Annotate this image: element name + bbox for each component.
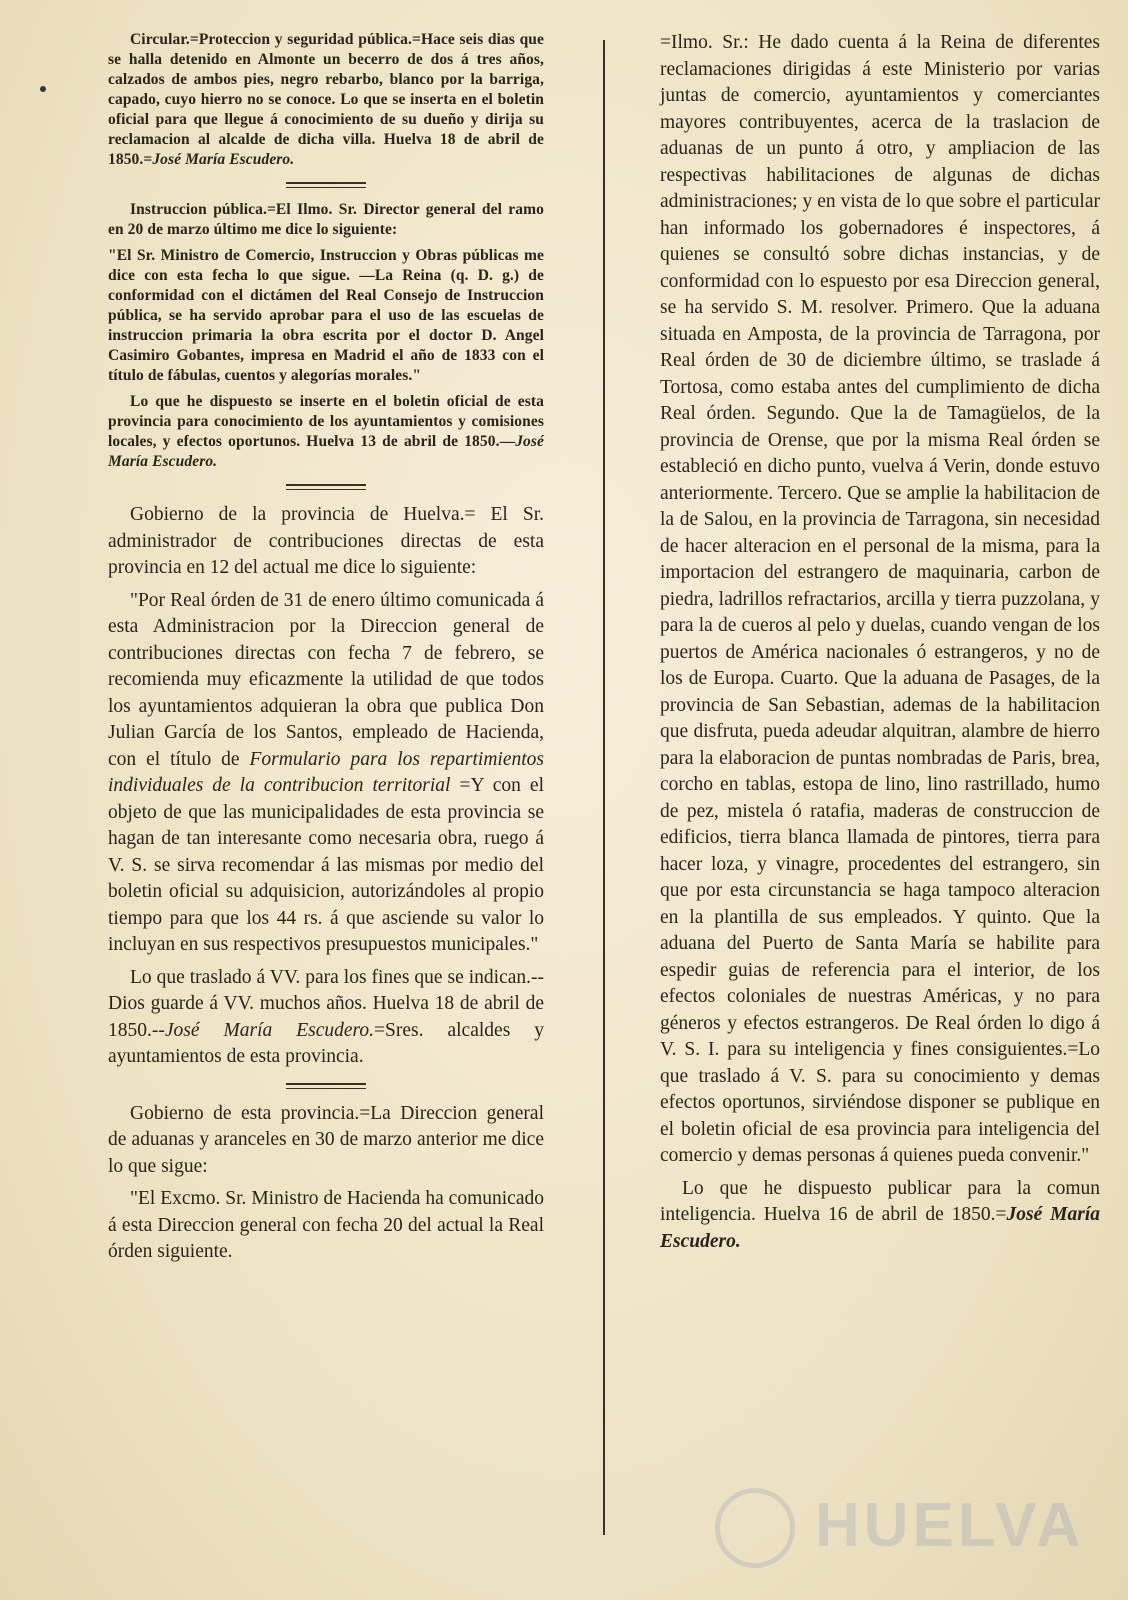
gobierno-1-quote <box>108 588 544 959</box>
ink-spot <box>40 86 46 92</box>
gobierno-1-close <box>108 965 544 1071</box>
signature: José María Escudero. <box>660 1204 1100 1252</box>
close-text: Lo que traslado á VV. para los fines que se indican.--Dios guarde á VV. muchos años. Huelva 18 de abril de 1850.-- <box>108 966 544 1041</box>
signature: José María Escudero. <box>108 433 544 470</box>
quote-text: "Por Real órden de 31 de enero último comunicada á esta Administracion por la Direccion general de contribuciones directas con fecha 7 de febrero, se recomienda muy eficazmente la utilidad de que todos los ayuntamientos adquieran la obra que publica Don Julian García de los Santos, empleado de Hacienda, con el título de <box>108 589 544 770</box>
instruccion-quote: "El Sr. Ministro de Comercio, Instruccion y Obras públicas me dice con esta fecha lo que sigue. —La Reina (q. D. g.) de conformidad con el dictámen del Real Consejo de Instruccion pública, se ha servido aprobar para el uso de las escuelas de instruccion primaria la obra escrita por el doctor D. Angel Casimiro Gobantes, impresa en Madrid el año de 1833 con el título de fábulas, cuentos y alegorías morales." <box>108 247 544 384</box>
signature: José María Escudero. <box>152 151 295 168</box>
real-orden-text: =Ilmo. Sr.: He dado cuenta á la Reina de diferentes reclamaciones dirigidas á este Ministerio por varias juntas de comercio, ayuntamientos y comerciantes mayores contribuyentes, acerca de la traslacion de aduanas de un punto á otro, y ampliacion de las respectivas habilitaciones de algunas de dichas administraciones; y en vista de lo que sobre el particular han informado los gobernadores é inspectores, á quienes se consultó sobre dichas instancias, y de conformidad con lo espuesto por esa Direccion general, se ha servido S. M. resolver. Primero. Que la aduana situada en Amposta, de la provincia de Tarragona, por Real órden de 30 de diciembre último, se traslade á Tortosa, como estaba antes del cumplimiento de dicha Real órden. Segundo. Que la de Tamagüelos, de la provincia de Orense, que por la misma Real órden se estableció en dicho punto, vuelva á Verin, donde estuvo anteriormente. Tercero. Que se amplie la habilitacion de la de Salou, en la provincia de Tarragona, sin necesidad de hacer alteracion en el personal de la misma, para la importacion del estrangero de maquinaria, carbon de piedra, ladrillos refractarios, arcilla y tierra puzzolana, y para la de cueros al pelo y duelas, cuando vengan de los puertos de América nacionales ó estrangeros, y no de los de Europa. Cuarto. Que la aduana de Pasages, de la provincia de San Sebastian, ademas de la habilitacion que disfruta, pueda adeudar alquitran, alambre de hierro para la elaboracion de puntas nombradas de Paris, brea, corcho en tablas, estopa de lino, lino rastrillado, humo de pez, mistela ó ratafia, maderas de construccion de edificios, tierra blanca llamada de pintores, tierra para hacer loza, y vinagre, procedentes del estrangero, sin que por esta circunstancia se haga tampoco alteracion en la plantilla de sus empleados. Y quinto. Que la aduana del Puerto de Santa María se habilite para espedir guias de referencia para el interior, de los efectos coloniales de nuestras Américas, y no para géneros y efectos estrangeros. De Real órden lo digo á V. S. I. para su inteligencia y fines consiguientes.=Lo que traslado á V. S. para su conocimiento y demas efectos oportunos, sirviéndose disponer se publique en el boletin oficial de esa provincia para inteligencia del comercio y demas personas á quienes pueda convenir." <box>660 32 1100 1166</box>
watermark-text: HUELVA <box>815 1491 1085 1560</box>
section-separator <box>286 1083 366 1089</box>
watermark-logo-icon <box>715 1488 795 1568</box>
section-separator <box>286 484 366 490</box>
section-separator <box>286 182 366 188</box>
gobierno-1-intro: Gobierno de la provincia de Huelva.= El Sr. administrador de contribuciones directas de esta provincia en 12 del actual me dice lo siguiente: <box>108 504 544 578</box>
instruccion-close <box>108 392 544 472</box>
library-watermark <box>715 1480 1085 1570</box>
left-column <box>108 30 544 1272</box>
circular-paragraph <box>108 30 544 170</box>
addressee: =Sres. alcaldes y ayuntamientos de esta provincia. <box>108 1019 545 1067</box>
circular-text: Circular.=Proteccion y seguridad pública.=Hace seis dias que se halla detenido en Almonte un becerro de dos á tres años, calzados de ambos pies, negro rebarbo, blanco por la barriga, capado, cuyo hierro no se conoce. Lo que se inserta en el boletin oficial para que llegue á conocimiento de su dueño y dirija su reclamacion al alcalde de dicha villa. Huelva 18 de abril de 1850.= <box>108 31 544 168</box>
right-close <box>660 1176 1100 1256</box>
column-divider <box>603 40 605 1535</box>
gobierno-2-intro: Gobierno de esta provincia.=La Direccion general de aduanas y aranceles en 30 de marzo anterior me dice lo que sigue: <box>108 1102 544 1177</box>
book-title: Formulario para los repartimientos individuales de la contribucion territorial <box>108 748 544 796</box>
right-column <box>660 30 1100 1261</box>
signature: José María Escudero. <box>164 1019 375 1041</box>
quote-text: =Y con el objeto de que las municipalidades de esta provincia se hagan de tan interesante como necesaria obra, ruego á V. S. se sirva recomendar á las mismas por medio del boletin oficial su adquisicion, autorizándoles al propio tiempo para que los 44 rs. á que asciende su valor lo incluyan en sus respectivos presupuestos municipales." <box>108 775 544 955</box>
instruccion-close-text: Lo que he dispuesto se inserte en el boletin oficial de esta provincia para conocimiento de los ayuntamientos y comisiones locales, y efectos oportunos. Huelva 13 de abril de 1850.— <box>108 393 544 450</box>
gobierno-2-quote: "El Excmo. Sr. Ministro de Hacienda ha comunicado á esta Direccion general con fecha 20 del actual la Real órden siguiente. <box>108 1188 544 1262</box>
instruccion-intro: Instruccion pública.=El Ilmo. Sr. Director general del ramo en 20 de marzo último me dice lo siguiente: <box>108 201 544 238</box>
close-text: Lo que he dispuesto publicar para la comun inteligencia. Huelva 16 de abril de 1850.= <box>660 1177 1100 1225</box>
